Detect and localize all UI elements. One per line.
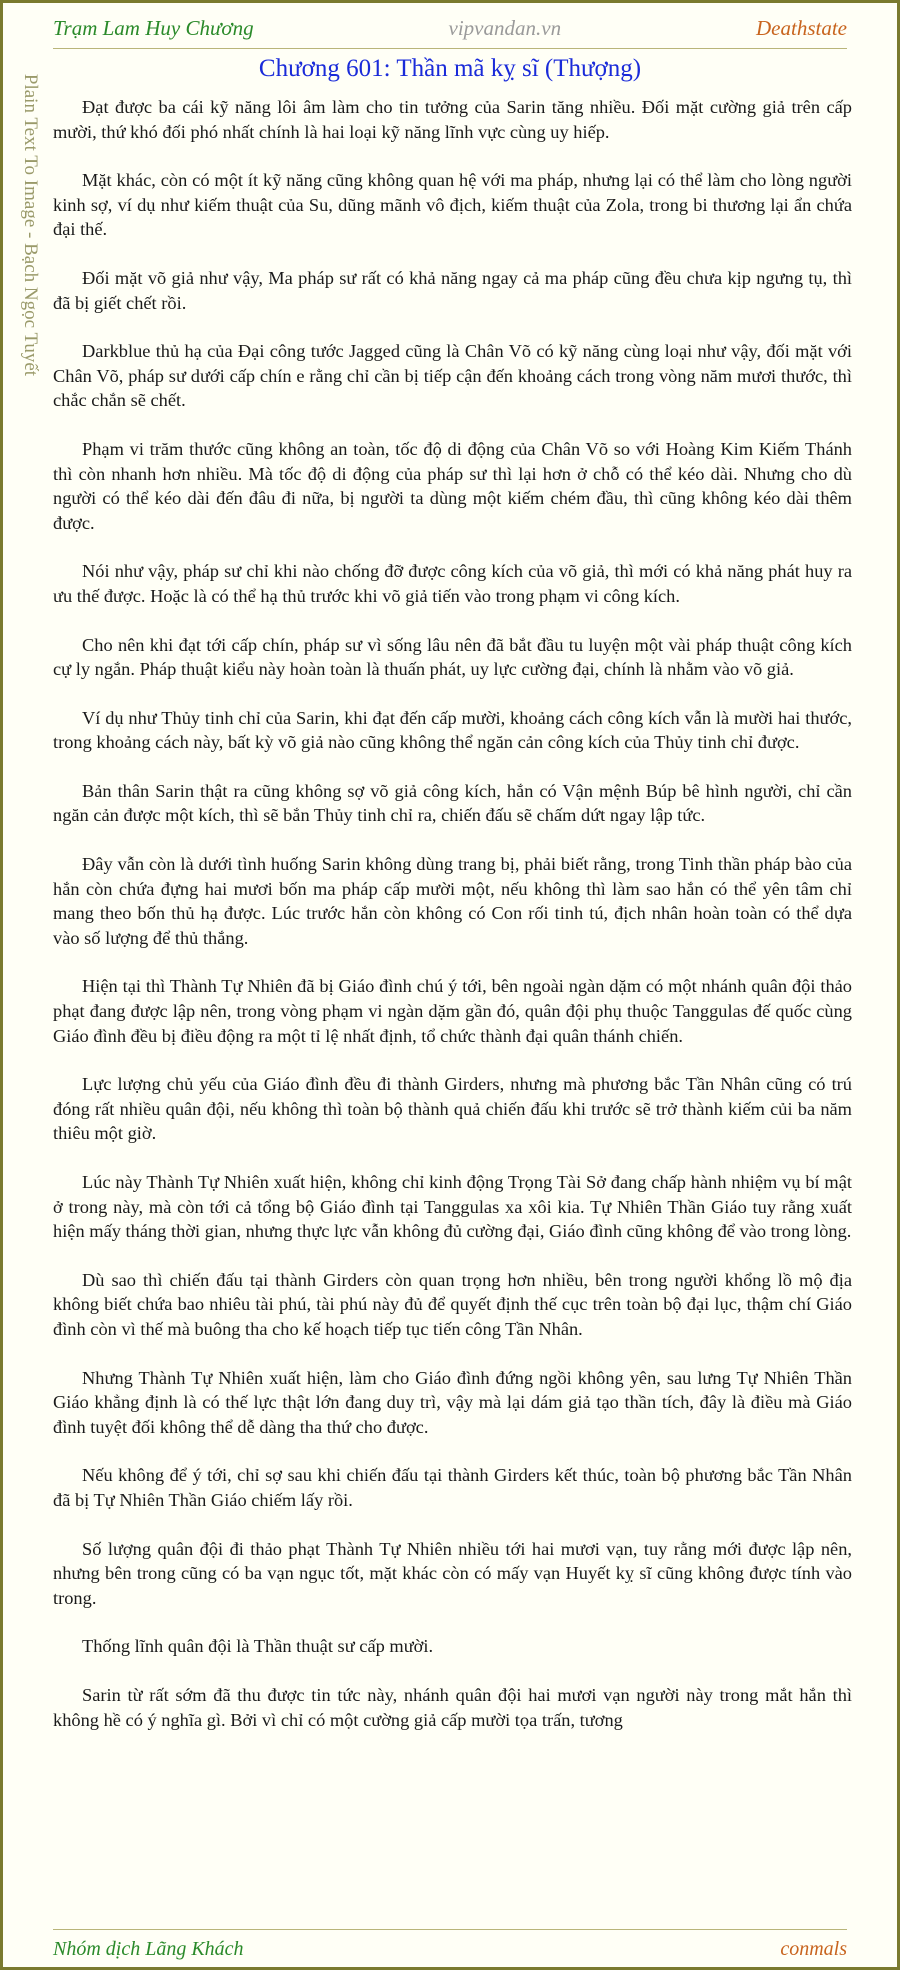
paragraph: Hiện tại thì Thành Tự Nhiên đã bị Giáo đình chú ý tới, bên ngoài ngàn dặm có một nhánh quân đội thảo phạt đang được lập nên, trong vòng phạm vi ngàn dặm gần đó, quân đội phụ thuộc Tanggulas đế quốc cùng Giáo đình đều bị điều động ra một tỉ lệ nhất định, tổ chức thành đại quân thánh chiến. bbox=[53, 976, 852, 1046]
paragraph: Nếu không để ý tới, chỉ sợ sau khi chiến đấu tại thành Girders kết thúc, toàn bộ phương bắc Tần Nhân đã bị Tự Nhiên Thần Giáo chiếm lấy rồi. bbox=[53, 1465, 852, 1510]
paragraph: Dù sao thì chiến đấu tại thành Girders còn quan trọng hơn nhiều, bên trong người khổng lồ mộ địa không biết chứa bao nhiêu tài phú, tài phú này đủ để quyết định thế cục trên toàn bộ đại lục, thậm chí Giáo đình còn vì thế mà buông tha cho kế hoạch tiếp tục tiến công Tần Nhân. bbox=[53, 1269, 852, 1339]
author-name: Deathstate bbox=[756, 15, 847, 40]
paragraph: Sarin từ rất sớm đã thu được tin tức này, nhánh quân đội hai mươi vạn người này trong mắt hắn thì không hề có ý nghĩa gì. Bởi vì chỉ có một cường giả cấp mười tọa trấn, tương bbox=[53, 1684, 852, 1730]
paragraph: Nói như vậy, pháp sư chỉ khi nào chống đỡ được công kích của võ giả, thì mới có khả năng phát huy ra ưu thế được. Hoặc là có thể hạ thủ trước khi võ giả tiến vào trong phạm vi công kích. bbox=[53, 561, 852, 606]
paragraph: Đạt được ba cái kỹ năng lôi âm làm cho tin tưởng của Sarin tăng nhiều. Đối mặt cường giả trên cấp mười, thứ khó đối phó nhất chính là hai loại kỹ năng lĩnh vực cùng uy hiếp. bbox=[53, 97, 852, 142]
paragraph: Thống lĩnh quân đội là Thần thuật sư cấp mười. bbox=[82, 1636, 434, 1657]
page-footer bbox=[53, 1932, 847, 1966]
site-name: vipvandan.vn bbox=[448, 15, 562, 40]
paragraph: Nhưng Thành Tự Nhiên xuất hiện, làm cho Giáo đình đứng ngồi không yên, sau lưng Tự Nhiên Thần Giáo khẳng định là có thế lực thật lớn đang duy trì, vậy mà lại dám giả tạo thần tích, đây là điều mà Giáo đình tuyệt đối không thể dễ dàng tha thứ cho được. bbox=[53, 1367, 852, 1437]
paragraph: Đối mặt võ giả như vậy, Ma pháp sư rất có khả năng ngay cả ma pháp cũng đều chưa kịp ngưng tụ, thì đã bị giết chết rồi. bbox=[53, 267, 852, 313]
paragraph: Số lượng quân đội đi thảo phạt Thành Tự Nhiên nhiều tới hai mươi vạn, tuy rằng mới được lập nên, nhưng bên trong cũng có ba vạn ngục tốt, mặt khác còn có mấy vạn Huyết kỵ sĩ cũng không được tính vào trong. bbox=[53, 1538, 852, 1608]
paragraph: Darkblue thủ hạ của Đại công tước Jagged cũng là Chân Võ có kỹ năng cùng loại như vậy, đối mặt với Chân Võ, pháp sư dưới cấp chín e rằng chỉ cần bị tiếp cận đến khoảng cách trong vòng năm mươi thước, thì chắc chắn sẽ chết. bbox=[53, 341, 852, 411]
paragraph: Phạm vi trăm thước cũng không an toàn, tốc độ di động của Chân Võ so với Hoàng Kim Kiếm Thánh thì còn nhanh hơn nhiều. Mà tốc độ di động của pháp sư thì lại hơn ở chỗ có thể kéo dài. Nhưng cho dù người có thể kéo dài đến đâu đi nữa, bị người ta dùng một kiếm chém đầu, thì cũng không kéo dài thêm được. bbox=[53, 438, 852, 533]
page-header bbox=[53, 11, 847, 45]
paragraph: Mặt khác, còn có một ít kỹ năng cũng không quan hệ với ma pháp, nhưng lại có thể làm cho lòng người kinh sợ, ví dụ như kiếm thuật của Su, dũng mãnh vô địch, kiếm thuật của Zola, trong bi thương lại ẩn chứa đại thế. bbox=[53, 170, 852, 240]
paragraph: Bản thân Sarin thật ra cũng không sợ võ giả công kích, hắn có Vận mệnh Búp bê hình người, chỉ cần ngăn cản được một kích, thì sẽ bắn Thủy tinh chỉ ra, chiến đấu sẽ chấm dứt ngay lập tức. bbox=[53, 780, 852, 826]
paragraph: Đây vẫn còn là dưới tình huống Sarin không dùng trang bị, phải biết rằng, trong Tinh thần pháp bào của hắn còn chứa đựng hai mươi bốn ma pháp cấp mười một, nếu không thì làm sao hắn có thể yên tâm chỉ mang theo bốn thủ hạ được. Lúc trước hắn còn không có Con rối tinh tú, địch nhân hoàn toàn có thể dựa vào số lượng để thủ thắng. bbox=[53, 854, 852, 948]
book-title: Trạm Lam Huy Chương bbox=[53, 15, 254, 40]
paragraph: Lực lượng chủ yếu của Giáo đình đều đi thành Girders, nhưng mà phương bắc Tần Nhân cũng có trú đóng rất nhiều quân đội, nếu không thì toàn bộ thành quả chiến đấu khi trước sẽ trở thành kiếm củi ba năm thiêu một giờ. bbox=[53, 1074, 852, 1144]
paragraph: Ví dụ như Thủy tinh chỉ của Sarin, khi đạt đến cấp mười, khoảng cách công kích vẫn là mười hai thước, trong khoảng cách này, bất kỳ võ giả nào cũng không thể ngăn cản công kích của Thủy tinh chỉ được. bbox=[53, 707, 852, 753]
translator-group: Nhóm dịch Lãng Khách bbox=[53, 1937, 244, 1960]
chapter-title: Chương 601: Thần mã kỵ sĩ (Thượng) bbox=[258, 55, 642, 82]
chapter-body bbox=[53, 95, 852, 1921]
side-watermark-text: Plain Text To Image - Bạch Ngọc Tuyết bbox=[20, 73, 41, 377]
paragraph: Lúc này Thành Tự Nhiên xuất hiện, không chỉ kinh động Trọng Tài Sở đang chấp hành nhiệm vụ bí mật ở trong này, mà còn tới cả tổng bộ Giáo đình tại Tanggulas xa xôi kia. Tự Nhiên Thần Giáo tuy rằng xuất hiện mấy tháng thời gian, nhưng thực lực vẫn không đủ cường đại, Giáo đình cũng không để vào trong lòng. bbox=[53, 1172, 852, 1242]
footer-divider bbox=[53, 1929, 847, 1930]
header-divider bbox=[53, 48, 847, 49]
paragraph: Cho nên khi đạt tới cấp chín, pháp sư vì sống lâu nên đã bắt đầu tu luyện một vài pháp thuật công kích cự ly ngắn. Pháp thuật kiểu này hoàn toàn là thuấn phát, uy lực cường đại, chính là nhằm vào võ giả. bbox=[53, 634, 852, 680]
side-watermark bbox=[17, 55, 43, 395]
credit-name: conmals bbox=[780, 1937, 847, 1960]
